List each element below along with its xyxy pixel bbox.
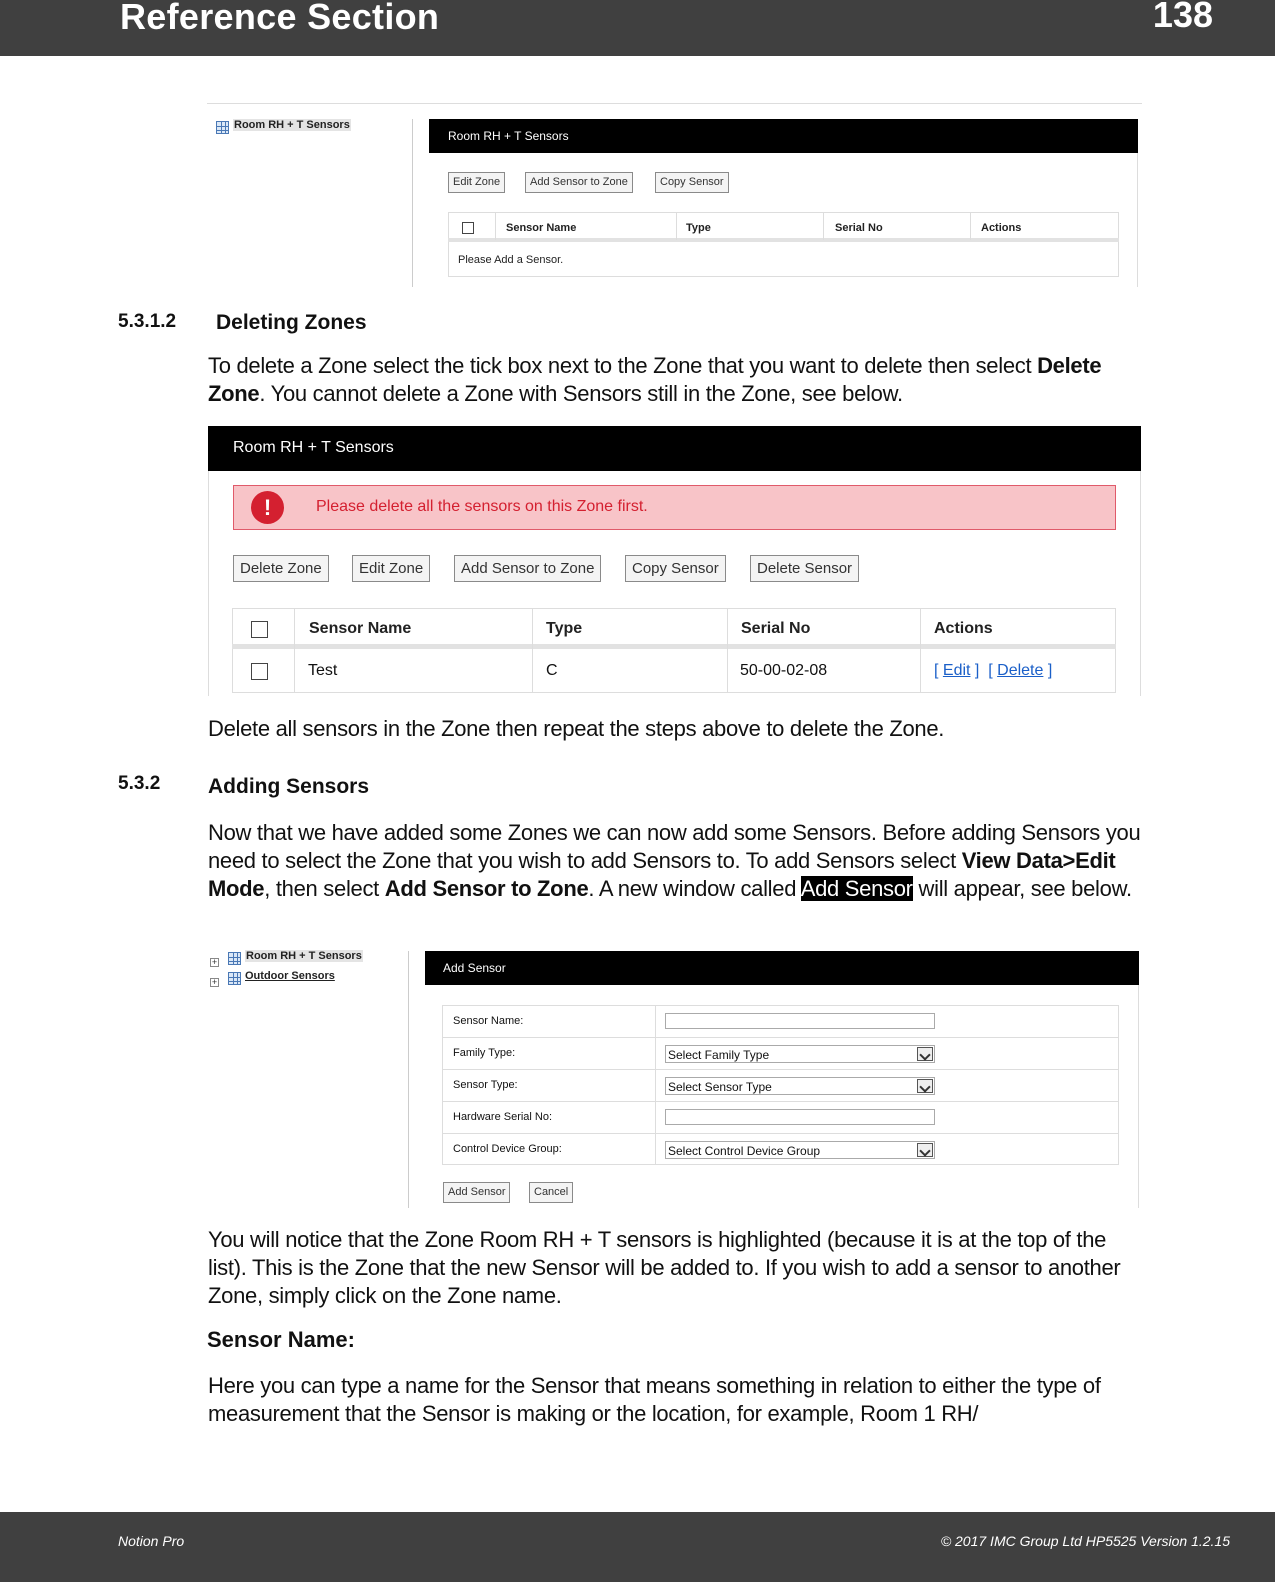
col-sep	[294, 608, 295, 693]
col-type: Type	[546, 620, 583, 637]
form-col-sep	[655, 1005, 656, 1165]
row-sensor-name: Test	[308, 662, 338, 679]
family-type-select[interactable]	[665, 1045, 935, 1063]
text: . You cannot delete a Zone with Sensors still in the Zone, see below.	[259, 381, 903, 406]
sensor-type-select[interactable]	[665, 1077, 935, 1095]
select-value: Select Sensor Type	[668, 1080, 772, 1094]
col-sep	[676, 212, 677, 240]
add-sensor-to-zone-button[interactable]: Add Sensor to Zone	[525, 172, 633, 193]
page-number: 138	[1152, 0, 1213, 35]
col-sep	[970, 212, 971, 240]
delete-zone-button[interactable]: Delete Zone	[233, 555, 329, 582]
chevron-down-icon	[917, 1143, 933, 1157]
tree-item-outdoor-sensors[interactable]: Outdoor Sensors	[245, 970, 335, 982]
text: To delete a Zone select the tick box next to the Zone that you want to delete then select	[208, 353, 1038, 378]
expand-icon[interactable]: +	[211, 957, 218, 967]
error-alert	[233, 485, 1116, 530]
page-header	[0, 0, 1275, 56]
copy-sensor-button[interactable]: Copy Sensor	[625, 555, 726, 582]
form-row-sep	[442, 1037, 1119, 1038]
control-device-group-label: Control Device Group:	[453, 1143, 562, 1155]
panel-title-bar	[425, 951, 1139, 985]
section-title-adding-sensors: Adding Sensors	[208, 775, 370, 798]
sensor-name-input[interactable]	[665, 1013, 935, 1029]
zone-grid-icon	[216, 121, 229, 134]
figure-1-top-rule	[207, 103, 1142, 104]
footer-product: Notion Pro	[118, 1533, 185, 1549]
text: . A new window called	[588, 876, 801, 901]
tree-item-room-rh-t-sensors[interactable]: Room RH + T Sensors	[246, 950, 362, 962]
paragraph-adding-sensors	[208, 819, 1143, 903]
sensor-name-label: Sensor Name:	[453, 1015, 524, 1027]
panel-title-bar	[429, 119, 1138, 153]
row-serial: 50-00-02-08	[740, 662, 828, 679]
col-actions: Actions	[934, 620, 993, 637]
panel-title: Add Sensor	[443, 961, 506, 975]
zone-grid-icon	[228, 952, 241, 965]
family-type-label: Family Type:	[453, 1047, 516, 1059]
panel-title-bar	[208, 426, 1141, 471]
select-all-checkbox[interactable]	[251, 621, 268, 638]
cancel-button[interactable]: Cancel	[529, 1182, 573, 1203]
page-footer	[0, 1512, 1275, 1582]
col-sep	[920, 608, 921, 693]
error-icon: !	[251, 491, 284, 524]
col-actions: Actions	[981, 222, 1022, 234]
form-row-sep	[442, 1133, 1119, 1134]
col-serial-no: Serial No	[741, 620, 811, 637]
select-value: Select Family Type	[668, 1048, 770, 1062]
col-sep	[532, 608, 533, 693]
delete-sensor-button[interactable]: Delete Sensor	[750, 555, 859, 582]
sensor-type-label: Sensor Type:	[453, 1079, 518, 1091]
bold-text: View Data>Edit Mode	[208, 848, 1116, 901]
header-underline	[232, 644, 1116, 649]
text: Now that we have added some Zones we can now add some Sensors. Before adding Sensors you need to select the Zone that you wish to add Sensors to. To add Sensors select	[208, 820, 1141, 873]
bold-text: Add Sensor to Zone	[384, 876, 589, 901]
col-sep	[495, 212, 496, 240]
hardware-serial-input[interactable]	[665, 1109, 935, 1125]
text: , then select	[264, 876, 385, 901]
form-row-sep	[442, 1069, 1119, 1070]
col-type: Type	[686, 222, 711, 234]
delete-link[interactable]: Delete	[997, 662, 1044, 679]
paragraph-sensor-name: Here you can type a name for the Sensor that means something in relation to either the type of measurement that the Sensor is making or the location, for example, Room 1 RH/	[208, 1373, 1101, 1426]
panel-title: Room RH + T Sensors	[233, 439, 394, 456]
row-type: C	[546, 662, 558, 679]
col-sep	[727, 608, 728, 693]
edit-link[interactable]: Edit	[942, 662, 971, 679]
col-serial-no: Serial No	[835, 222, 883, 234]
error-message: Please delete all the sensors on this Zone first.	[316, 498, 648, 515]
add-sensor-button[interactable]: Add Sensor	[443, 1182, 510, 1203]
select-value: Select Control Device Group	[668, 1144, 821, 1158]
col-sep	[823, 212, 824, 240]
paragraph-notice: You will notice that the Zone Room RH + T sensors is highlighted (because it is at the top of the list). This is the Zone that the new Sensor will be added to. If you wish to add a sensor to another Zone, simply click on the Zone name.	[208, 1227, 1121, 1308]
section-number: 5.3.2	[118, 773, 161, 794]
panel-right-border	[1138, 951, 1139, 1208]
edit-zone-button[interactable]: Edit Zone	[352, 555, 430, 582]
text: will appear, see below.	[912, 876, 1132, 901]
section-title-deleting-zones: Deleting Zones	[216, 311, 367, 334]
hardware-serial-label: Hardware Serial No:	[453, 1111, 553, 1123]
col-sensor-name: Sensor Name	[506, 222, 577, 234]
paragraph-delete-all: Delete all sensors in the Zone then repeat the steps above to delete the Zone.	[208, 716, 945, 741]
row-actions: [ Edit ] [ Delete ]	[934, 662, 1053, 679]
section-title: Reference Section	[120, 0, 440, 37]
edit-zone-button[interactable]: Edit Zone	[448, 172, 505, 193]
highlighted-text: Add Sensor	[800, 876, 913, 901]
col-sensor-name: Sensor Name	[309, 620, 412, 637]
row-checkbox[interactable]	[251, 663, 268, 680]
sensor-name-heading: Sensor Name:	[207, 1327, 355, 1352]
paragraph-deleting-zones	[208, 352, 1148, 408]
tree-divider	[412, 119, 413, 287]
copy-sensor-button[interactable]: Copy Sensor	[655, 172, 729, 193]
panel-title: Room RH + T Sensors	[448, 129, 569, 143]
chevron-down-icon	[917, 1047, 933, 1061]
bold-text: Delete Zone	[208, 353, 1102, 406]
chevron-down-icon	[917, 1079, 933, 1093]
empty-table-message: Please Add a Sensor.	[458, 254, 564, 266]
tree-divider	[408, 951, 409, 1208]
footer-copyright: © 2017 IMC Group Ltd HP5525 Version 1.2.15	[940, 1533, 1230, 1549]
tree-item-room-rh-t-sensors[interactable]: Room RH + T Sensors	[234, 119, 350, 131]
header-underline	[448, 238, 1119, 242]
expand-icon[interactable]: +	[211, 977, 218, 987]
add-sensor-to-zone-button[interactable]: Add Sensor to Zone	[454, 555, 601, 582]
control-device-group-select[interactable]	[665, 1141, 935, 1159]
zone-grid-icon	[228, 972, 241, 985]
form-row-sep	[442, 1101, 1119, 1102]
select-all-checkbox[interactable]	[462, 222, 474, 234]
section-number: 5.3.1.2	[118, 311, 177, 332]
